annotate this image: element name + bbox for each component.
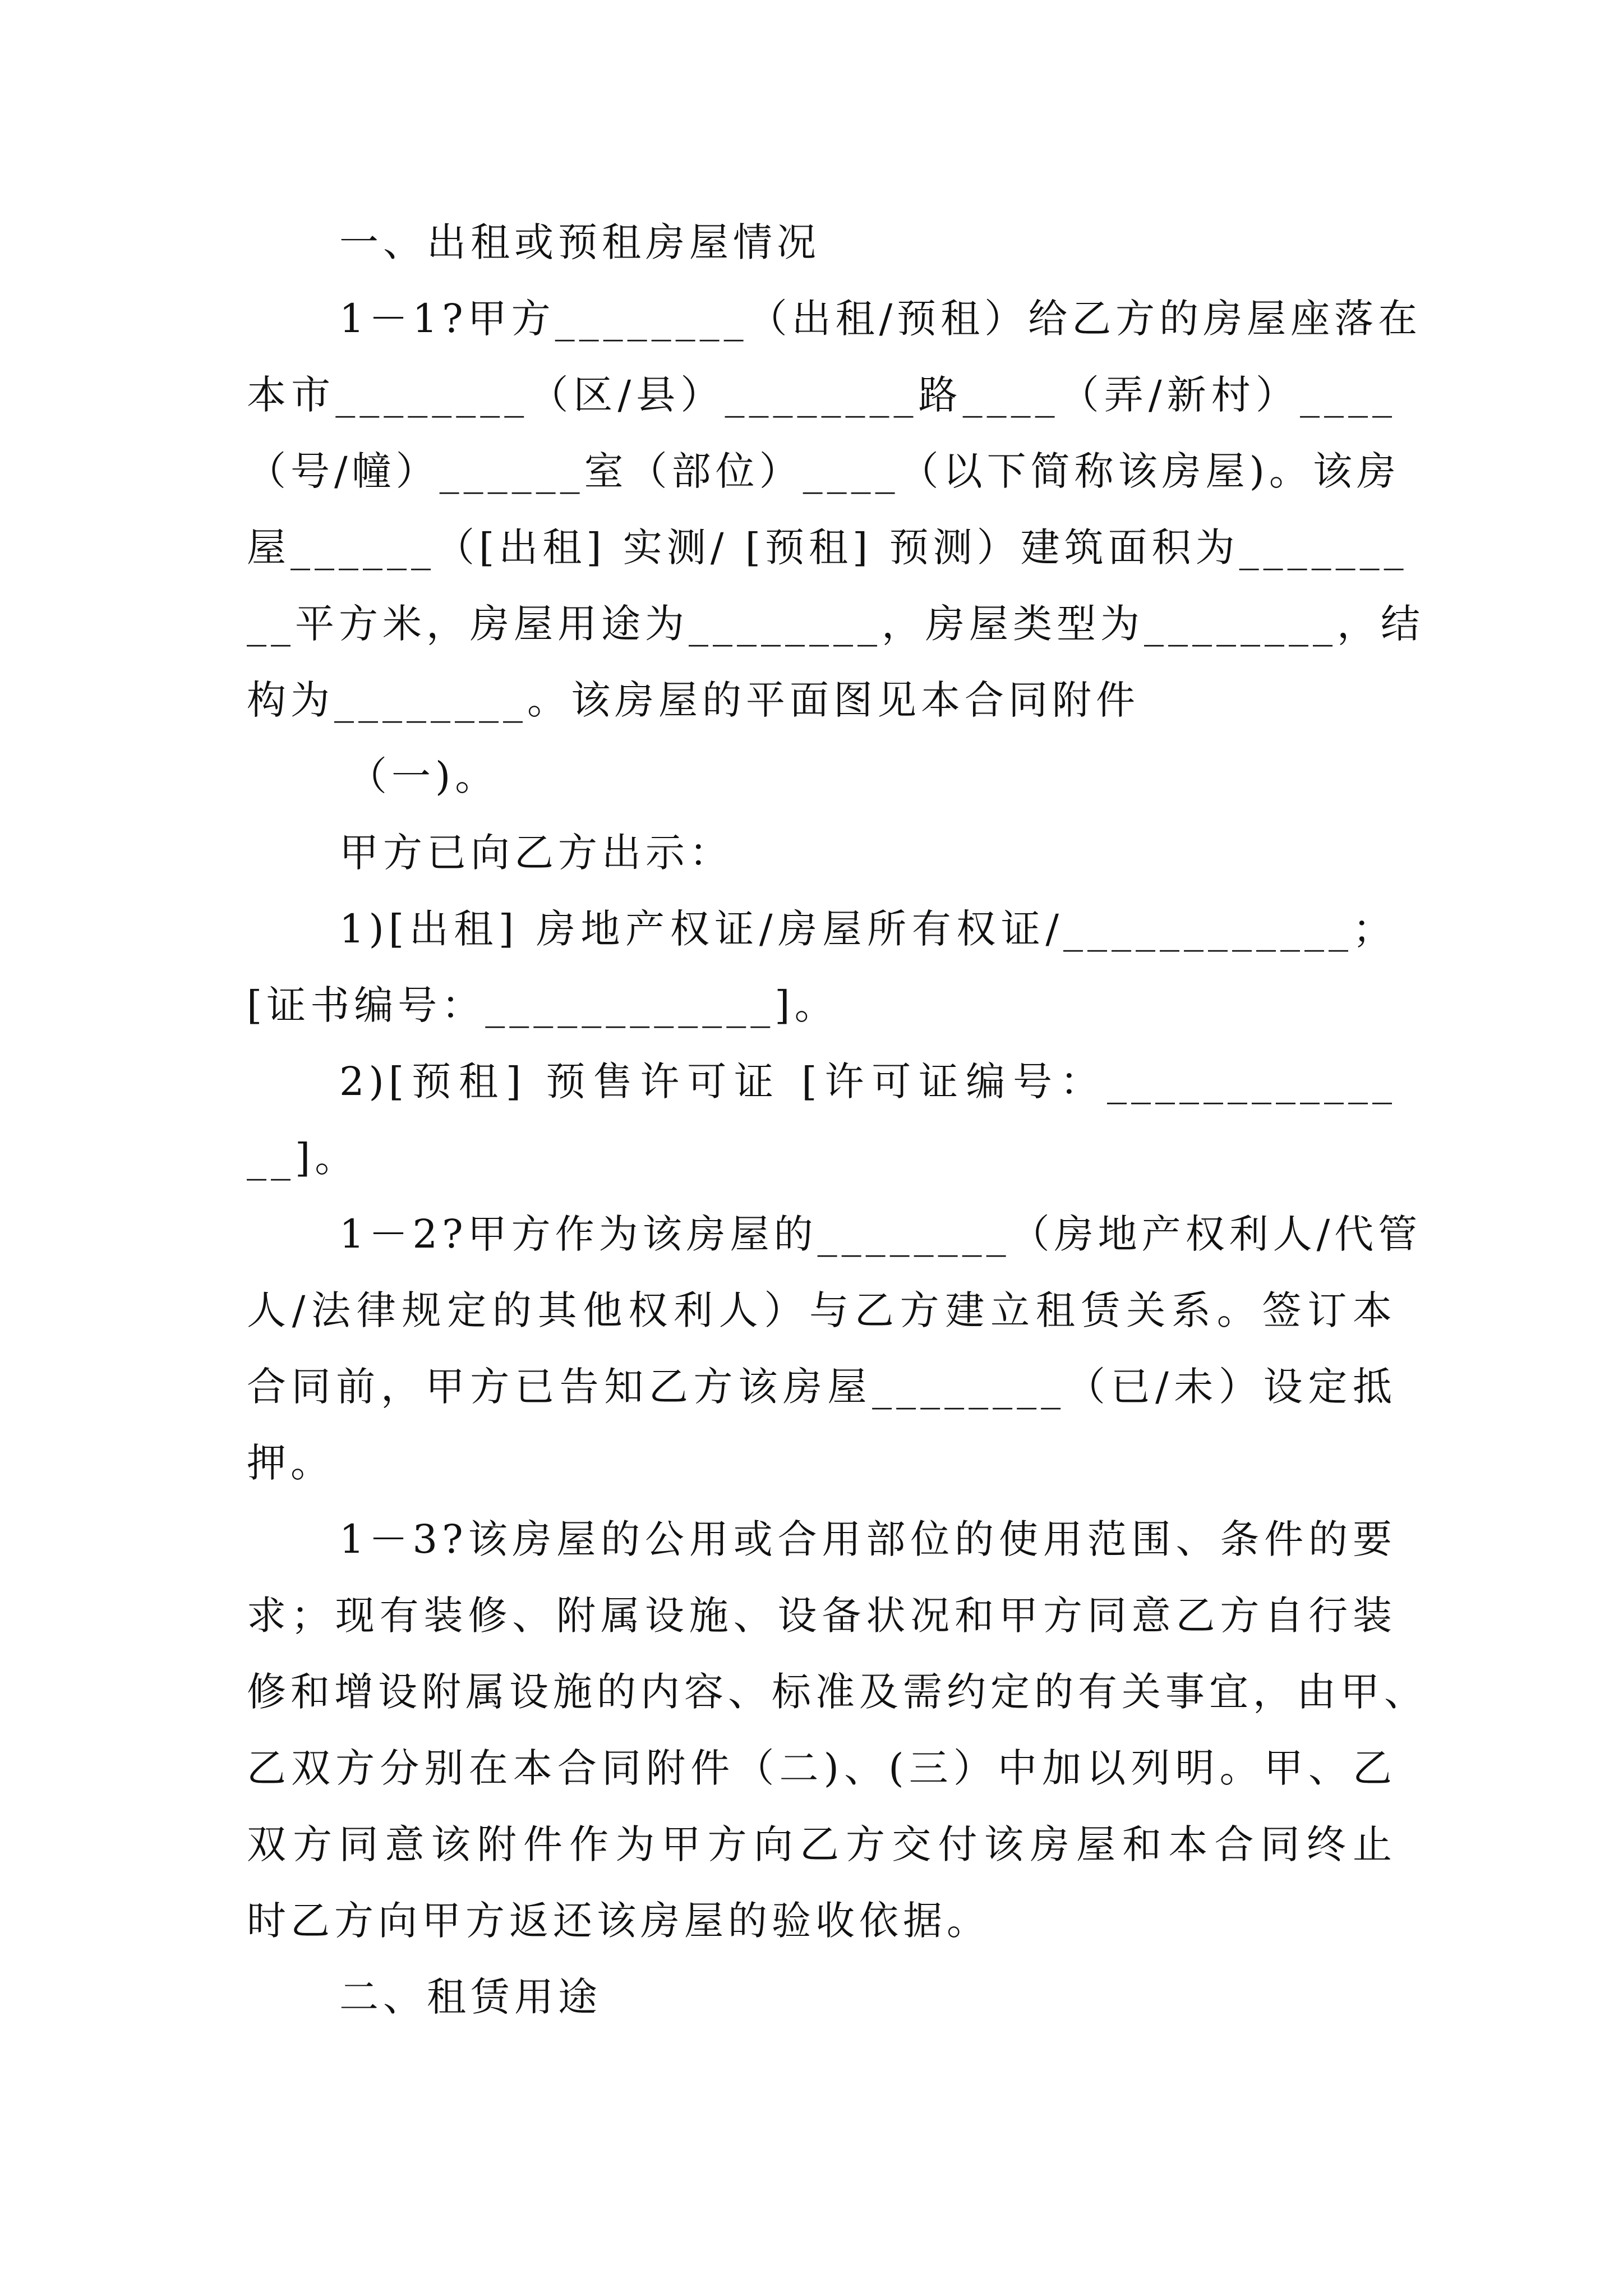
paragraph-line: 修和增设附属设施的内容、标准及需约定的有关事宜，由甲、 [247, 1669, 1428, 1715]
paragraph-line: 1－2?甲方作为该房屋的________（房地产权利人/代管 [339, 1211, 1422, 1257]
paragraph-line: 乙双方分别在本合同附件（二)、(三）中加以列明。甲、乙 [247, 1745, 1396, 1791]
paragraph-line: __平方米，房屋用途为________，房屋类型为________，结 [247, 601, 1424, 647]
paragraph-line: （一)。 [348, 753, 499, 799]
paragraph-line: 2)[预租] 预售许可证 [许可证编号：____________ [339, 1059, 1396, 1105]
paragraph-line: 1－3?该房屋的公用或合用部位的使用范围、条件的要 [339, 1516, 1396, 1562]
paragraph-line: 构为________。该房屋的平面图见本合同附件 [247, 677, 1140, 723]
paragraph-line: 1)[出租] 房地产权证/房屋所有权证/____________； [339, 906, 1396, 952]
paragraph-line: 押。 [247, 1440, 334, 1486]
paragraph-line: 合同前，甲方已告知乙方该房屋________（已/未）设定抵 [247, 1364, 1396, 1410]
paragraph-line: 本市________（区/县）________路____（弄/新村）____ [247, 372, 1396, 418]
paragraph-line: 1－1?甲方________（出租/预租）给乙方的房屋座落在 [339, 296, 1422, 342]
section-heading-1: 一、出租或预租房屋情况 [339, 219, 820, 265]
paragraph-line: __]。 [247, 1135, 359, 1181]
paragraph-line: 人/法律规定的其他权利人）与乙方建立租赁关系。签订本 [247, 1287, 1396, 1333]
paragraph-line: 甲方已向乙方出示： [339, 830, 733, 876]
paragraph-line: 屋______（[出租] 实测/ [预租] 预测）建筑面积为_______ [247, 524, 1408, 570]
paragraph-line: [证书编号：____________]。 [247, 982, 838, 1028]
paragraph-line: 双方同意该附件作为甲方向乙方交付该房屋和本合同终止 [247, 1821, 1396, 1867]
section-heading-2: 二、租赁用途 [339, 1974, 602, 2020]
paragraph-line: 求；现有装修、附属设施、设备状况和甲方同意乙方自行装 [247, 1593, 1396, 1639]
paragraph-line: （号/幢）______室（部位）____（以下简称该房屋)。该房 [247, 448, 1400, 494]
paragraph-line: 时乙方向甲方返还该房屋的验收依据。 [247, 1898, 990, 1944]
